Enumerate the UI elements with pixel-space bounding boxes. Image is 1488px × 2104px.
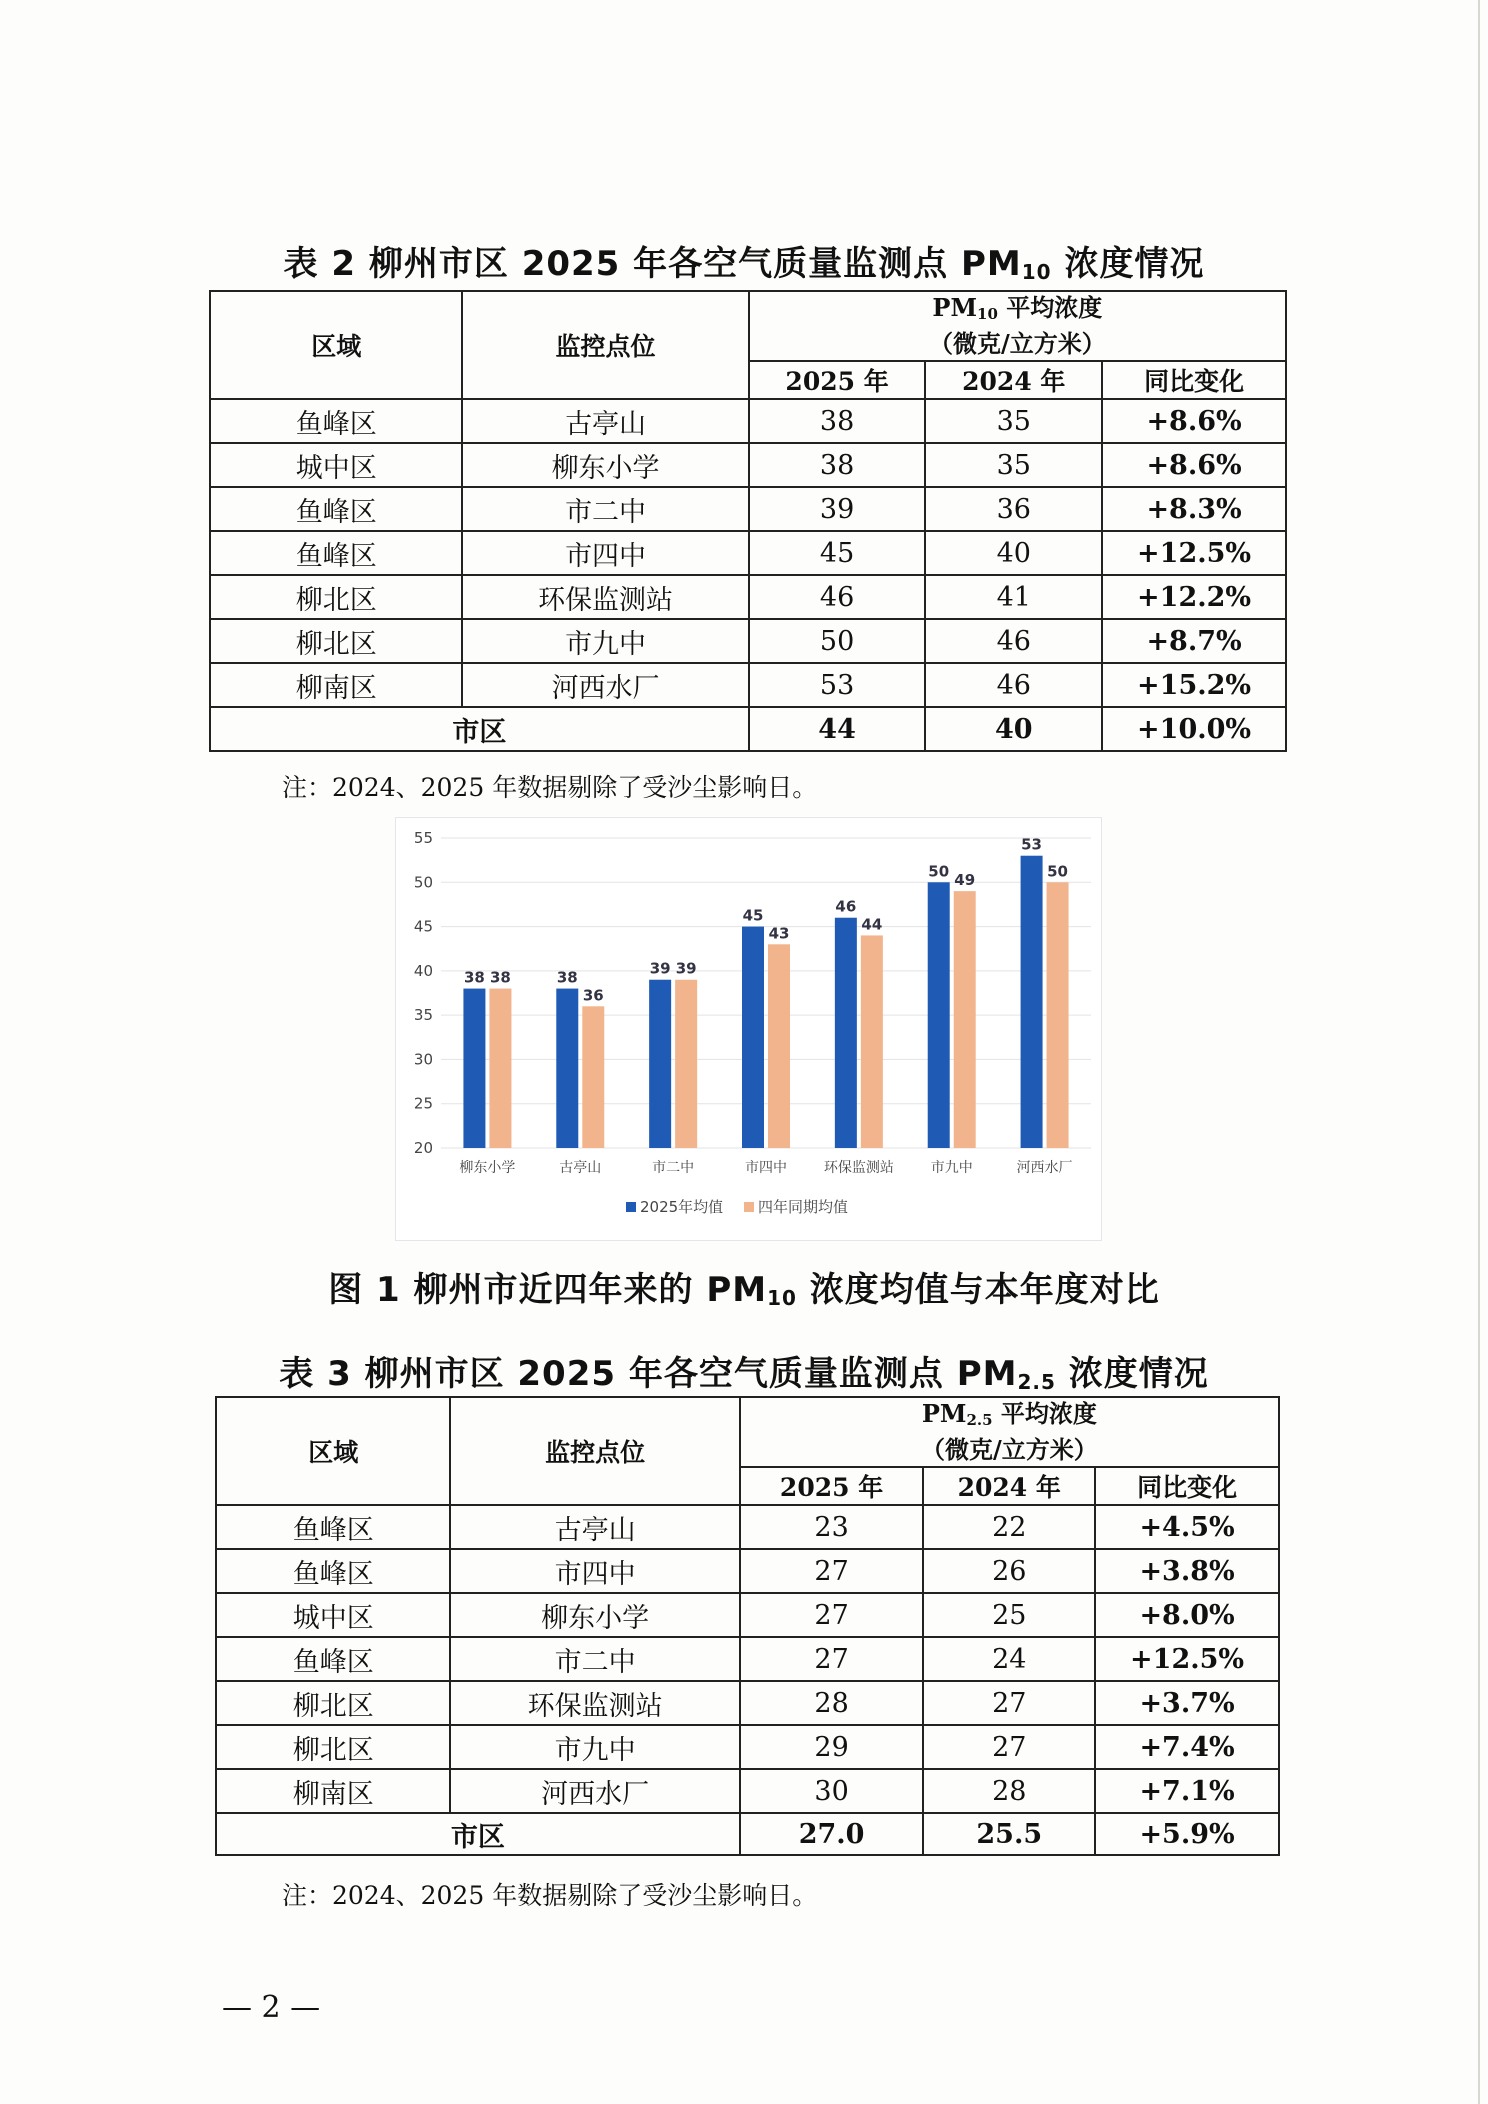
data-label: 50 xyxy=(928,862,950,881)
table2-cell-site: 古亭山 xyxy=(462,399,748,443)
table2-total-change: +10.0% xyxy=(1102,707,1286,751)
table2-cell-v2024: 35 xyxy=(925,443,1102,487)
data-label: 36 xyxy=(582,986,604,1005)
y-tick-label: 40 xyxy=(413,961,433,980)
table2-cell-site: 柳东小学 xyxy=(462,443,748,487)
table2-cell-v2024: 41 xyxy=(925,575,1102,619)
table3-header-2024: 2024 年 xyxy=(923,1467,1095,1505)
table3-total-label: 市区 xyxy=(216,1813,740,1855)
y-tick-label: 50 xyxy=(413,873,433,892)
table3-row xyxy=(216,1769,1279,1813)
table3-cell-v2024: 27 xyxy=(923,1681,1095,1725)
bar-series1 xyxy=(556,989,578,1148)
table2-cell-v2025: 45 xyxy=(749,531,926,575)
table2-cell-region: 城中区 xyxy=(210,443,462,487)
table3-header-change: 同比变化 xyxy=(1095,1467,1279,1505)
table3-header-2025: 2025 年 xyxy=(740,1467,924,1505)
table3-cell-v2025: 28 xyxy=(740,1681,924,1725)
table3-cell-v2025: 27 xyxy=(740,1593,924,1637)
legend-label: 四年同期均值 xyxy=(758,1198,849,1216)
table2-cell-region: 柳南区 xyxy=(210,663,462,707)
table3-row xyxy=(216,1725,1279,1769)
table2-caption: 表 2 柳州市区 2025 年各空气质量监测点 $PM_{10}$ 浓度情况 xyxy=(283,244,1205,284)
bar-series1 xyxy=(835,918,857,1148)
table2-cell-region: 鱼峰区 xyxy=(210,487,462,531)
table2-row xyxy=(210,443,1286,487)
table3-header-site: 监控点位 xyxy=(450,1397,739,1505)
table3-cell-site: 市二中 xyxy=(450,1637,739,1681)
table3-cell-v2025: 27 xyxy=(740,1637,924,1681)
data-label: 45 xyxy=(742,906,764,925)
table3-cell-site: 市四中 xyxy=(450,1549,739,1593)
y-tick-label: 25 xyxy=(413,1094,433,1113)
y-tick-label: 30 xyxy=(413,1050,433,1069)
table2-cell-site: 市二中 xyxy=(462,487,748,531)
table2-cell-v2024: 36 xyxy=(925,487,1102,531)
data-label: 53 xyxy=(1021,835,1043,854)
table2-cell-v2024: 35 xyxy=(925,399,1102,443)
table3-caption: 表 3 柳州市区 2025 年各空气质量监测点 $PM_{2.5}$ 浓度情况 xyxy=(279,1354,1209,1394)
table2-header-change: 同比变化 xyxy=(1102,361,1286,399)
table2-row xyxy=(210,619,1286,663)
bar-series2 xyxy=(861,935,883,1148)
table3-cell-change: +3.7% xyxy=(1095,1681,1279,1725)
table3-total-change: +5.9% xyxy=(1095,1813,1279,1855)
table2 xyxy=(209,290,1287,752)
table3-total-2025: 27.0 xyxy=(740,1813,924,1855)
table3-cell-region: 鱼峰区 xyxy=(216,1637,450,1681)
figure1-chart xyxy=(395,817,1102,1241)
table2-cell-region: 柳北区 xyxy=(210,619,462,663)
table3-row xyxy=(216,1681,1279,1725)
x-tick-label: 古亭山 xyxy=(559,1160,602,1176)
table2-header-group: $PM_{10}$ 平均浓度 （微克/立方米） xyxy=(749,291,1286,361)
table2-cell-site: 河西水厂 xyxy=(462,663,748,707)
data-label: 38 xyxy=(489,968,511,987)
table3-cell-site: 柳东小学 xyxy=(450,1593,739,1637)
table3-cell-v2024: 26 xyxy=(923,1549,1095,1593)
table2-row xyxy=(210,531,1286,575)
legend-swatch xyxy=(626,1202,636,1212)
data-label: 39 xyxy=(649,959,671,978)
table2-header-region: 区域 xyxy=(210,291,462,399)
table3-cell-v2025: 23 xyxy=(740,1505,924,1549)
y-tick-label: 45 xyxy=(413,917,433,936)
table2-cell-region: 鱼峰区 xyxy=(210,399,462,443)
table2-cell-change: +15.2% xyxy=(1102,663,1286,707)
table2-cell-region: 鱼峰区 xyxy=(210,531,462,575)
table3-cell-region: 柳南区 xyxy=(216,1769,450,1813)
table3-cell-region: 城中区 xyxy=(216,1593,450,1637)
table2-cell-change: +8.6% xyxy=(1102,443,1286,487)
table2-cell-site: 市九中 xyxy=(462,619,748,663)
table2-cell-v2025: 46 xyxy=(749,575,926,619)
x-tick-label: 柳东小学 xyxy=(459,1160,516,1176)
table2-cell-site: 环保监测站 xyxy=(462,575,748,619)
y-tick-label: 20 xyxy=(413,1139,433,1157)
table3-cell-v2024: 25 xyxy=(923,1593,1095,1637)
table2-cell-change: +8.7% xyxy=(1102,619,1286,663)
table2-cell-v2025: 39 xyxy=(749,487,926,531)
x-tick-label: 市四中 xyxy=(745,1160,787,1176)
page-number: — 2 — xyxy=(222,1990,321,2025)
table3-total-row xyxy=(216,1813,1279,1855)
table3-cell-change: +12.5% xyxy=(1095,1637,1279,1681)
table2-header-site: 监控点位 xyxy=(462,291,748,399)
table3-cell-change: +8.0% xyxy=(1095,1593,1279,1637)
x-tick-label: 市九中 xyxy=(930,1160,973,1176)
table3-cell-v2025: 30 xyxy=(740,1769,924,1813)
y-tick-label: 55 xyxy=(413,829,433,847)
data-label: 43 xyxy=(768,924,790,943)
table3-cell-region: 鱼峰区 xyxy=(216,1549,450,1593)
table2-cell-v2025: 50 xyxy=(749,619,926,663)
table2-row xyxy=(210,399,1286,443)
table3 xyxy=(215,1396,1280,1856)
table3-cell-v2024: 27 xyxy=(923,1725,1095,1769)
table3-cell-change: +7.4% xyxy=(1095,1725,1279,1769)
table3-cell-change: +7.1% xyxy=(1095,1769,1279,1813)
table2-row xyxy=(210,487,1286,531)
data-label: 50 xyxy=(1047,862,1069,881)
table2-header-2025: 2025 年 xyxy=(749,361,926,399)
table2-note: 注：2024、2025 年数据剔除了受沙尘影响日。 xyxy=(282,773,818,802)
table2-row xyxy=(210,575,1286,619)
table3-header-group: $PM_{2.5}$ 平均浓度 （微克/立方米） xyxy=(740,1397,1279,1467)
table2-cell-change: +12.5% xyxy=(1102,531,1286,575)
table3-cell-site: 环保监测站 xyxy=(450,1681,739,1725)
data-label: 38 xyxy=(463,968,485,987)
table3-cell-change: +3.8% xyxy=(1095,1549,1279,1593)
bar-series1 xyxy=(649,980,671,1148)
table3-cell-site: 河西水厂 xyxy=(450,1769,739,1813)
table3-row xyxy=(216,1505,1279,1549)
table2-cell-v2025: 38 xyxy=(749,443,926,487)
table3-cell-v2024: 22 xyxy=(923,1505,1095,1549)
table2-cell-change: +8.3% xyxy=(1102,487,1286,531)
table3-cell-region: 鱼峰区 xyxy=(216,1505,450,1549)
table3-cell-site: 古亭山 xyxy=(450,1505,739,1549)
bar-series2 xyxy=(1047,882,1069,1148)
bar-series1 xyxy=(463,989,485,1148)
table2-cell-v2024: 46 xyxy=(925,663,1102,707)
x-tick-label: 市二中 xyxy=(652,1160,695,1176)
table2-cell-v2025: 53 xyxy=(749,663,926,707)
table3-note: 注：2024、2025 年数据剔除了受沙尘影响日。 xyxy=(282,1881,818,1910)
table2-cell-region: 柳北区 xyxy=(210,575,462,619)
table2-cell-v2024: 40 xyxy=(925,531,1102,575)
x-tick-label: 环保监测站 xyxy=(823,1160,894,1176)
table3-cell-change: +4.5% xyxy=(1095,1505,1279,1549)
table3-cell-v2025: 27 xyxy=(740,1549,924,1593)
table3-cell-region: 柳北区 xyxy=(216,1725,450,1769)
table2-total-label: 市区 xyxy=(210,707,749,751)
table2-row xyxy=(210,663,1286,707)
table2-cell-v2024: 46 xyxy=(925,619,1102,663)
table3-row xyxy=(216,1637,1279,1681)
bar-series2 xyxy=(768,944,790,1148)
chart-svg xyxy=(396,818,1101,1240)
data-label: 49 xyxy=(954,871,976,890)
table3-cell-site: 市九中 xyxy=(450,1725,739,1769)
figure1-caption: 图 1 柳州市近四年来的 $PM_{10}$ 浓度均值与本年度对比 xyxy=(328,1270,1160,1310)
table3-row xyxy=(216,1549,1279,1593)
data-label: 44 xyxy=(861,915,883,934)
data-label: 39 xyxy=(675,959,697,978)
bar-series1 xyxy=(742,927,764,1148)
table2-total-2024: 40 xyxy=(925,707,1102,751)
table2-cell-change: +8.6% xyxy=(1102,399,1286,443)
x-tick-label: 河西水厂 xyxy=(1016,1160,1073,1176)
data-label: 38 xyxy=(556,968,578,987)
table2-header-2024: 2024 年 xyxy=(925,361,1102,399)
bar-series2 xyxy=(954,891,976,1148)
table2-cell-change: +12.2% xyxy=(1102,575,1286,619)
page-edge xyxy=(1478,0,1480,2104)
bar-series1 xyxy=(1021,856,1043,1148)
bar-series1 xyxy=(928,882,950,1148)
bar-series2 xyxy=(675,980,697,1148)
legend-swatch xyxy=(744,1202,754,1212)
bar-series2 xyxy=(489,989,511,1148)
table3-row xyxy=(216,1593,1279,1637)
table3-cell-v2024: 28 xyxy=(923,1769,1095,1813)
data-label: 46 xyxy=(835,897,857,916)
table3-cell-region: 柳北区 xyxy=(216,1681,450,1725)
table3-header-region: 区域 xyxy=(216,1397,450,1505)
table2-cell-site: 市四中 xyxy=(462,531,748,575)
table2-total-row xyxy=(210,707,1286,751)
y-tick-label: 35 xyxy=(413,1006,433,1025)
table2-cell-v2025: 38 xyxy=(749,399,926,443)
table2-total-2025: 44 xyxy=(749,707,926,751)
table3-cell-v2024: 24 xyxy=(923,1637,1095,1681)
table3-total-2024: 25.5 xyxy=(923,1813,1095,1855)
legend-label: 2025年均值 xyxy=(640,1198,724,1216)
bar-series2 xyxy=(582,1006,604,1148)
table3-cell-v2025: 29 xyxy=(740,1725,924,1769)
